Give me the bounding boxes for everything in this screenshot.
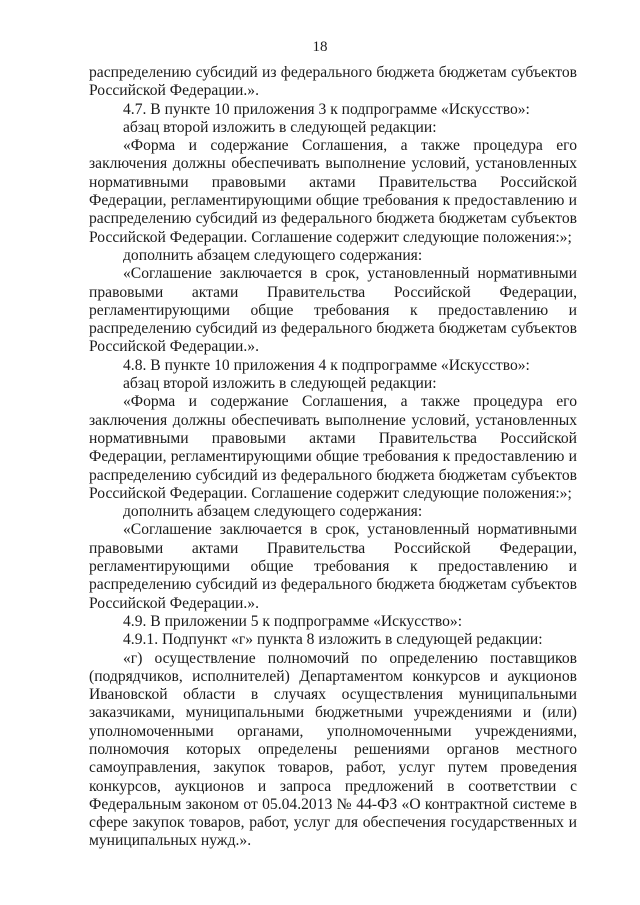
paragraph-quote-form: «Форма и содержание Соглашения, а также процедура его заключения должны обеспечивать выполнение условий, установленных нормативными правовыми актами Правительства Российской Федерации, регламентирующими общие требования к предоставлению и распределению субсидий из федерального бюджета бюджетам субъектов Российской Федерации. Соглашение содержит следующие положения:»; — [89, 137, 577, 246]
paragraph-item-4-9-1: 4.9.1. Подпункт «г» пункта 8 изложить в следующей редакции: — [123, 631, 543, 649]
paragraph-instruction: абзац второй изложить в следующей редакции: — [123, 375, 437, 393]
paragraph-quote-agreement: «Соглашение заключается в срок, установленный нормативными правовыми актами Правительства Российской Федерации, регламентирующими общие требования к предоставлению и распределению субсидий из федерального бюджета бюджетам субъектов Российской Федерации.». — [89, 265, 577, 356]
paragraph-instruction: дополнить абзацем следующего содержания: — [123, 503, 423, 521]
paragraph-item-4-9: 4.9. В приложении 5 к подпрограмме «Искусство»: — [123, 612, 463, 630]
paragraph-continuation: распределению субсидий из федерального бюджета бюджетам субъектов Российской Федерации.». — [89, 64, 577, 100]
paragraph-quote-form: «Форма и содержание Соглашения, а также процедура его заключения должны обеспечивать выполнение условий, установленных нормативными правовыми актами Правительства Российской Федерации, регламентирующими общие требования к предоставлению и распределению субсидий из федерального бюджета бюджетам субъектов Российской Федерации. Соглашение содержит следующие положения:»; — [89, 393, 577, 502]
paragraph-instruction: дополнить абзацем следующего содержания: — [123, 246, 423, 264]
page-number: 18 — [312, 39, 328, 55]
paragraph-instruction: абзац второй изложить в следующей редакции: — [123, 118, 437, 136]
paragraph-quote-agreement: «Соглашение заключается в срок, установленный нормативными правовыми актами Правительства Российской Федерации, регламентирующими общие требования к предоставлению и распределению субсидий из федерального бюджета бюджетам субъектов Российской Федерации.». — [89, 521, 577, 612]
document-body — [89, 64, 577, 851]
paragraph-quote-subitem-g: «г) осуществление полномочий по определению поставщиков (подрядчиков, исполнителей) Департаментом конкурсов и аукционов Ивановской области в случаях осуществления муниципальными заказчиками, муниципальными бюджетными учреждениями и (или) уполномоченными органами, уполномоченными учреждениями, полномочия которых определены решениями органов местного самоуправления, закупок товаров, работ, услуг путем проведения конкурсов, аукционов и запроса предложений в соответствии с Федеральным законом от 05.04.2013 № 44-ФЗ «О контрактной системе в сфере закупок товаров, работ, услуг для обеспечения государственных и муниципальных нужд.». — [89, 649, 577, 850]
paragraph-item-4-8: 4.8. В пункте 10 приложения 4 к подпрограмме «Искусство»: — [123, 356, 530, 374]
paragraph-item-4-7: 4.7. В пункте 10 приложения 3 к подпрограмме «Искусство»: — [123, 100, 530, 118]
